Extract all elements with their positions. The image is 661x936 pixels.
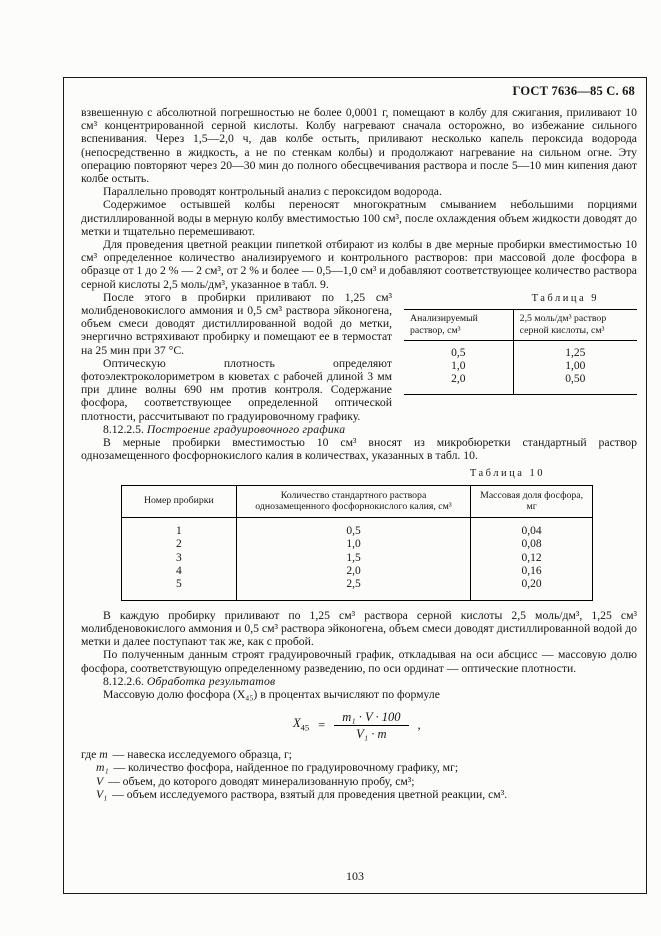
table10-caption: Таблица 10 — [469, 468, 545, 480]
table10-header-cell: Массовая доля фосфора, мг — [471, 485, 593, 517]
definition-item — [81, 788, 637, 801]
formula-lhs: $X_{45}$ — [293, 715, 310, 733]
table-cell: 0,50 — [513, 373, 637, 394]
fraction-denominator: V₁ · m — [356, 727, 387, 742]
table-row — [404, 373, 637, 394]
section-title: Обработка результатов — [146, 674, 276, 688]
section-number: 8.12.2.5. — [103, 422, 144, 436]
fraction-numerator: m₁ · V · 100 — [334, 710, 408, 726]
table-cell: 0,16 — [471, 565, 593, 578]
variable-definitions — [81, 748, 637, 801]
table-cell: 0,12 — [471, 552, 593, 565]
paragraph: В каждую пробирку приливают по 1,25 см³ раствора серной кислоты 2,5 моль/дм³, 1,25 см³ молибденовокислого аммония и 0,5 см³ раствора эйконогена, объем смеси доводят дистиллированной водой до метки и далее поступают так же, как с пробой. — [81, 608, 637, 649]
table9-header-cell: Анализируемый раствор, см³ — [404, 310, 513, 341]
page-number: 103 — [346, 869, 364, 883]
definition-item — [81, 775, 637, 788]
table-row — [122, 517, 593, 538]
section-title: Построение градуировочного графика — [146, 422, 346, 436]
table-cell: 4 — [176, 564, 182, 577]
table-header-row — [122, 485, 593, 517]
formula-comma: , — [417, 718, 421, 733]
table-cell: 0,04 — [471, 517, 593, 538]
table-row — [122, 565, 593, 578]
variable-symbol: m — [99, 748, 108, 762]
definition-item — [81, 761, 637, 774]
table-row — [122, 552, 593, 565]
where-label: где — [81, 748, 97, 762]
table-cell: 2 — [176, 538, 182, 551]
paragraph: После этого в пробирки приливают по 1,25 см³ молибденовокислого аммония и 0,5 см³ раствора эйконогена, объем смеси доводят дистиллированной водой до метки, энергично встряхивают пробирку и помещают ее в термостат на 25 мин при 37 °С. — [81, 290, 392, 357]
paragraph: Параллельно проводят контрольный анализ с пероксидом водорода. — [103, 185, 442, 199]
table-cell: 3 — [176, 551, 182, 564]
page-header: ГОСТ 7636—85 С. 68 — [512, 84, 635, 98]
variable-symbol: V₁ — [96, 787, 108, 801]
table-cell: 1,0 — [451, 360, 466, 373]
table-cell: 5 — [176, 578, 182, 591]
section-heading — [81, 423, 637, 436]
table9-block — [404, 292, 637, 395]
table10-header-cell: Номер пробирки — [122, 485, 237, 517]
formula — [293, 710, 637, 741]
section-heading — [81, 675, 637, 688]
table-cell: 1,0 — [236, 538, 470, 551]
table-row — [122, 578, 593, 600]
paragraph: взвешенную с абсолютной погрешностью не более 0,0001 г, помещают в колбу для сжигания, приливают 10 см³ концентрированной серной кислоты. Колбу нагревают сначала осторожно, во избежание сильного вспенивания. Через 1,5—2,0 ч, дав колбе остыть, приливают несколько капель пероксида водорода (непосредственно в жидкость, а не по стенкам колбы) и продолжают нагревание на сильном огне. Эту операцию повторяют через 20—30 мин до полного обесцвечивания раствора и после 5—10 мин кипения дают колбе остыть. — [81, 106, 637, 186]
table-cell: 2,0 — [451, 373, 466, 386]
table-10 — [121, 485, 593, 601]
variable-description: — объем, до которого доводят минерализованную пробу, см³; — [108, 774, 415, 788]
table-cell: 0,08 — [471, 538, 593, 551]
equals-sign: = — [318, 718, 326, 733]
variable-symbol: V — [96, 774, 104, 788]
table-cell: 1,5 — [236, 552, 470, 565]
table-row — [404, 341, 637, 361]
table-header-row — [404, 310, 637, 341]
table-cell: 1,00 — [513, 360, 637, 373]
document-body — [81, 106, 637, 801]
table-cell: 1 — [176, 524, 182, 537]
table-cell: 2,5 — [236, 578, 470, 600]
table10-header-cell: Количество стандартного раствора однозамещенного фосфорнокислого калия, см³ — [236, 485, 470, 517]
table9-header-cell: 2,5 моль/дм³ раствор серной кислоты, см³ — [513, 310, 637, 341]
table-row — [122, 538, 593, 551]
document-page-frame — [63, 77, 647, 894]
section-number: 8.12.2.6. — [103, 674, 144, 688]
table-cell: 1,25 — [513, 341, 637, 361]
paragraph: Для проведения цветной реакции пипеткой отбирают из колбы в две мерные пробирки вместимостью 10 см³ определенное количество анализируемого и контрольного растворов: при массовой доле фосфора в образце от 1 до 2 % — 2 см³, от 2 % и более — 0,5—1,0 см³ и добавляют соответствующее количество раствора серной кислоты 2,5 моль/дм³, указанное в табл. 9. — [81, 238, 637, 291]
table9-caption: Таблица 9 — [531, 292, 599, 304]
table10-block — [121, 467, 593, 600]
variable-description: — навеска исследуемого образца, г; — [112, 748, 293, 762]
variable-symbol: m₁ — [96, 761, 109, 775]
definition-item — [81, 748, 637, 761]
table-cell: 2,0 — [236, 565, 470, 578]
fraction — [334, 710, 408, 741]
table-cell: 0,20 — [471, 578, 593, 600]
table-cell: 0,5 — [236, 517, 470, 538]
paragraph: Массовую долю фосфора (X₄₅) в процентах вычисляют по формуле — [103, 687, 440, 701]
table-row — [404, 360, 637, 373]
variable-description: — количество фосфора, найденное по градуировочному графику, мг; — [113, 761, 459, 775]
paragraph: Содержимое остывшей колбы переносят многократным смыванием небольшими порциями дистиллированной воды в мерную колбу вместимостью 100 см³, после охлаждения объем жидкости доводят до метки и тщательно перемешивают. — [81, 198, 637, 238]
paragraph: Оптическую плотность определяют фотоэлектроколориметром в кюветах с рабочей длиной 3 мм при длине волны 690 нм против контроля. Содержание фосфора, соответствующее определенной оптической плотности, рассчитывают по градуировочному графику. — [81, 356, 392, 423]
table-cell: 0,5 — [451, 347, 466, 360]
paragraph: В мерные пробирки вместимостью 10 см³ вносят из микробюретки стандартный раствор однозамещенного фосфорнокислого калия в количествах, указанных в табл. 10. — [81, 436, 637, 463]
paragraph: По полученным данным строят градуировочный график, откладывая на оси абсцисс — массовую долю фосфора, соответствующую определенному разведению, по оси ординат — оптические плотности. — [81, 648, 637, 675]
variable-description: — объем исследуемого раствора, взятый для проведения цветной реакции, см³. — [112, 787, 508, 801]
table-9 — [404, 309, 637, 395]
